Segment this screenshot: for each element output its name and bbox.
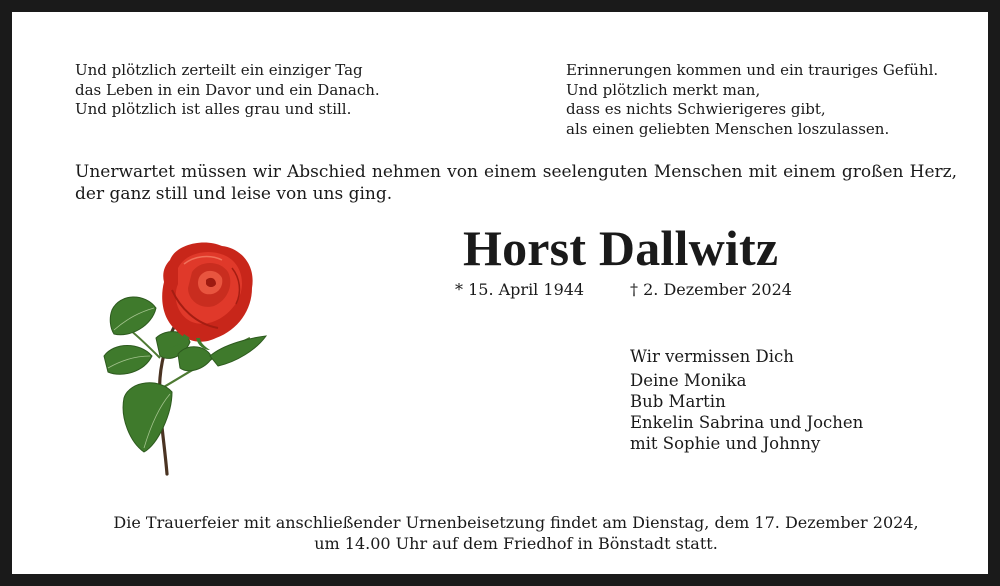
mourner-line: Enkelin Sabrina und Jochen xyxy=(630,413,864,432)
mourner-line: mit Sophie und Johnny xyxy=(630,434,821,453)
funeral-notice-line: um 14.00 Uhr auf dem Friedhof in Bönstadt statt. xyxy=(314,534,718,553)
deceased-name: Horst Dallwitz xyxy=(463,220,779,276)
poem-left xyxy=(75,61,380,120)
birth-date: * 15. April 1944 xyxy=(455,280,585,299)
mourners-block xyxy=(630,346,863,454)
poem-line: dass es nichts Schwierigeres gibt, xyxy=(566,100,826,118)
red-rose-icon xyxy=(100,238,272,478)
poem-line: das Leben in ein Davor und ein Danach. xyxy=(75,80,380,99)
intro-text: Unerwartet müssen wir Abschied nehmen von einem seelenguten Menschen mit einem großen Herz, der ganz still und leise von uns ging. xyxy=(75,162,957,204)
mourner-line: Deine Monika xyxy=(630,371,747,390)
poem-right xyxy=(566,61,938,139)
poem-line: als einen geliebten Menschen loszulassen. xyxy=(566,119,890,138)
poem-line: Und plötzlich zerteilt ein einziger Tag xyxy=(75,61,363,79)
poem-line: Erinnerungen kommen und ein trauriges Gefühl. xyxy=(566,61,939,79)
mourners-heading: Wir vermissen Dich xyxy=(630,347,794,366)
funeral-notice xyxy=(56,512,976,554)
mourner-line: Bub Martin xyxy=(630,392,726,411)
obituary-content xyxy=(16,16,984,570)
funeral-notice-line: Die Trauerfeier mit anschließender Urnenbeisetzung findet am Dienstag, dem 17. Dezember 2024, xyxy=(113,513,919,532)
poem-line: Und plötzlich ist alles grau und still. xyxy=(75,100,352,118)
poem-line: Und plötzlich merkt man, xyxy=(566,80,761,99)
death-date: † 2. Dezember 2024 xyxy=(630,280,792,299)
